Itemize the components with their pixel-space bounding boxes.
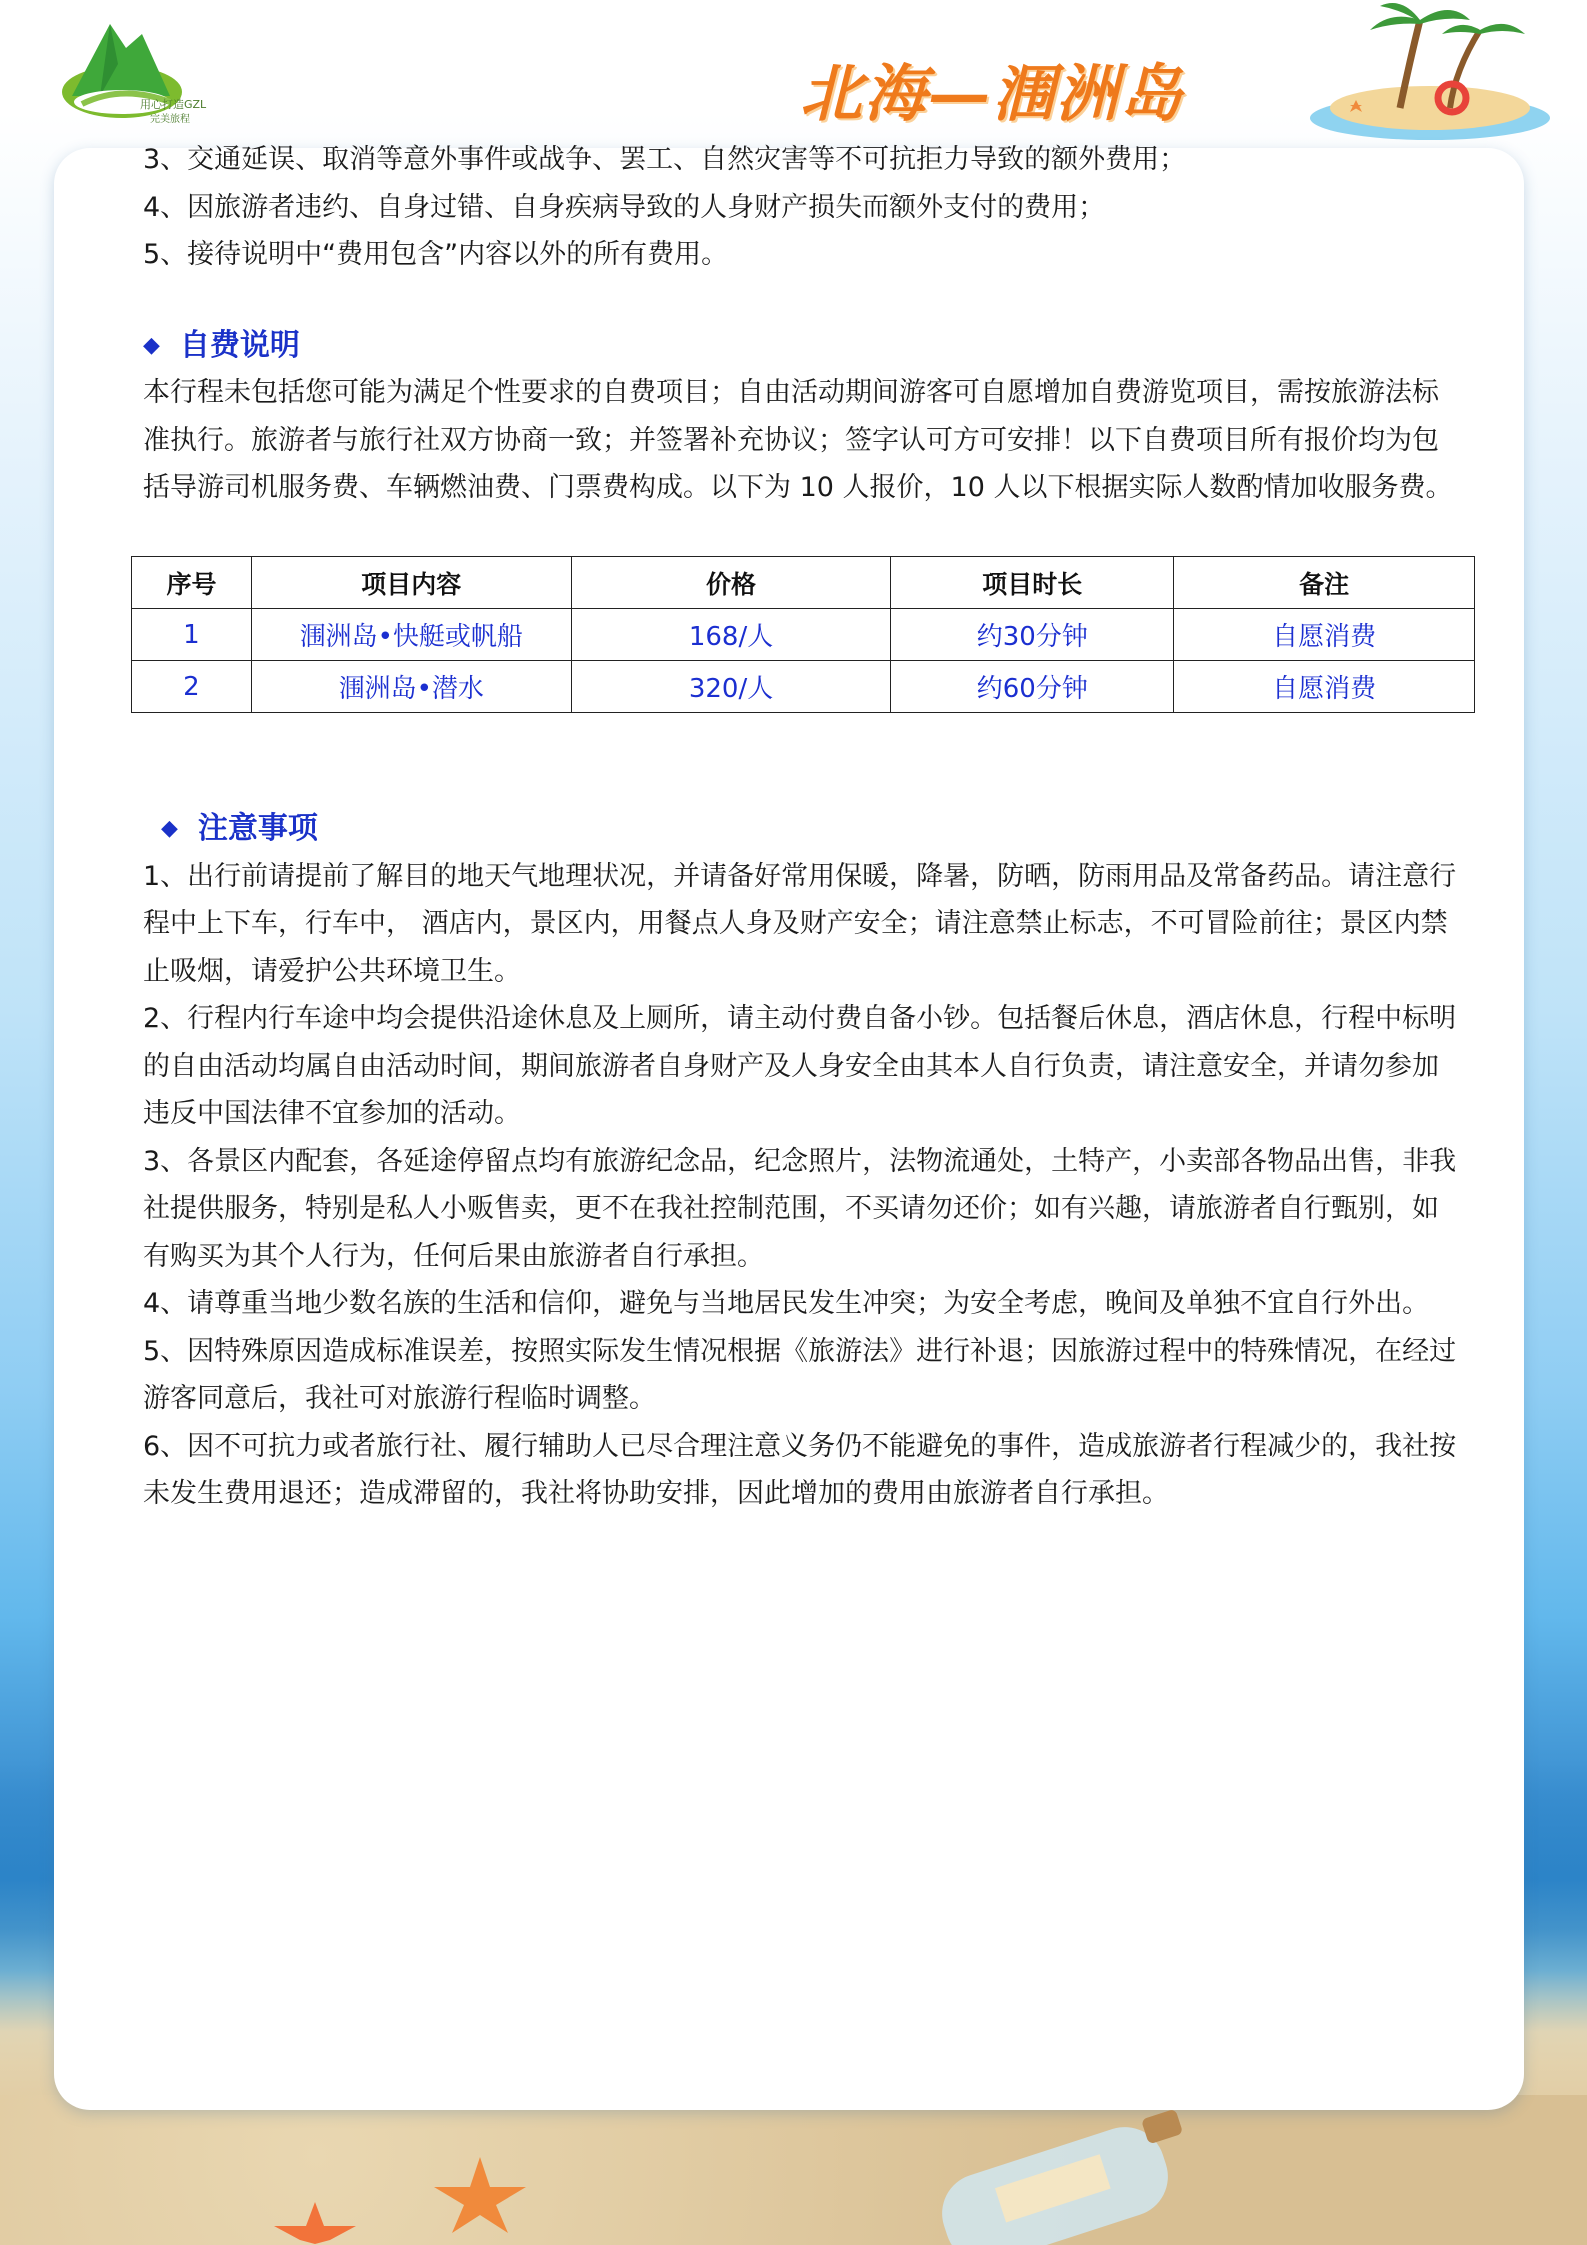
main-content	[143, 136, 1483, 512]
note-line: 社提供服务，特别是私人小贩售卖，更不在我社控制范围，不买请勿还价；如有兴趣，请旅游者自行甄别，如	[143, 1193, 1439, 1224]
notes-title: 注意事项	[197, 811, 318, 846]
notes-section	[143, 805, 1483, 1518]
diamond-bullet-icon: ◆	[143, 332, 160, 358]
self-pay-heading	[143, 322, 1483, 370]
logo-text-1: 用心打造GZL	[140, 98, 207, 111]
table-cell: 自愿消费	[1174, 609, 1475, 661]
table-cell: 约30分钟	[891, 609, 1174, 661]
note-line: 违反中国法律不宜参加的活动。	[143, 1098, 521, 1129]
diamond-bullet-icon: ◆	[161, 816, 178, 841]
self-pay-table	[131, 556, 1475, 713]
starfish-icon	[270, 2200, 360, 2245]
note-line: 止吸烟，请爱护公共环境卫生。	[143, 955, 521, 987]
bottle-icon	[920, 2110, 1210, 2245]
table-cell: 涠洲岛•快艇或帆船	[251, 609, 571, 661]
cost-exclusion-item-4: 4、因旅游者违约、自身过错、自身疾病导致的人身财产损失而额外支付的费用；	[143, 191, 1106, 223]
table-cell: 自愿消费	[1174, 661, 1475, 713]
table-header-cell: 备注	[1174, 557, 1475, 609]
note-line: 6、因不可抗力或者旅行社、履行辅助人已尽合理注意义务仍不能避免的事件，造成旅游者行程减少的，我社按	[143, 1430, 1457, 1462]
note-line: 1、出行前请提前了解目的地天气地理状况，并请备好常用保暖，降暑，防晒，防雨用品及常备药品。请注意行	[143, 860, 1457, 892]
note-line: 有购买为其个人行为，任何后果由旅游者自行承担。	[143, 1240, 764, 1272]
table-header-cell: 项目内容	[251, 557, 571, 609]
table-cell: 1	[132, 609, 252, 661]
note-line: 游客同意后，我社可对旅游行程临时调整。	[143, 1383, 656, 1414]
table-cell: 168/人	[571, 609, 891, 661]
table-cell: 涠洲岛•潜水	[251, 661, 571, 713]
note-line: 的自由活动均属自由活动时间，期间旅游者自身财产及人身安全由其本人自行负责，请注意安全，并请勿参加	[143, 1050, 1439, 1082]
cost-exclusion-item-3: 3、交通延误、取消等意外事件或战争、罢工、自然灾害等不可抗拒力导致的额外费用；	[143, 144, 1187, 175]
banner-title: 北海—涠洲岛	[800, 57, 1185, 130]
table-cell: 2	[132, 661, 252, 713]
self-pay-line-1: 本行程未包括您可能为满足个性要求的自费项目；自由活动期间游客可自愿增加自费游览项目，需按旅游法标	[143, 377, 1439, 408]
table-header-cell: 序号	[132, 557, 252, 609]
table-row	[132, 661, 1475, 713]
note-line: 程中上下车，行车中， 酒店内，景区内，用餐点人身及财产安全；请注意禁止标志，不可冒险前往；景区内禁	[143, 908, 1448, 939]
note-line: 3、各景区内配套，各延途停留点均有旅游纪念品，纪念照片，法物流通处，土特产，小卖部各物品出售，非我	[143, 1145, 1457, 1177]
sand-background	[0, 2095, 1587, 2245]
table-row	[132, 609, 1475, 661]
logo-text-2: 完美旅程	[150, 114, 190, 125]
self-pay-line-2: 准执行。旅游者与旅行社双方协商一致；并签署补充协议；签字认可方可安排！以下自费项目所有报价均为包	[143, 424, 1439, 456]
notes-heading	[161, 805, 1483, 853]
company-logo	[52, 4, 212, 130]
note-line: 未发生费用退还；造成滞留的，我社将协助安排，因此增加的费用由旅游者自行承担。	[143, 1478, 1169, 1509]
table-header-row	[132, 557, 1475, 609]
table-cell: 约60分钟	[891, 661, 1174, 713]
self-pay-title: 自费说明	[179, 327, 300, 363]
note-line: 5、因特殊原因造成标准误差，按照实际发生情况根据《旅游法》进行补退；因旅游过程中的特殊情况，在经过	[143, 1335, 1457, 1367]
cost-exclusion-item-5: 5、接待说明中“费用包含”内容以外的所有费用。	[143, 239, 729, 270]
self-pay-line-3: 括导游司机服务费、车辆燃油费、门票费构成。以下为 10 人报价，10 人以下根据实际人数酌情加收服务费。	[143, 472, 1453, 503]
starfish-icon	[430, 2155, 530, 2235]
table-cell: 320/人	[571, 661, 891, 713]
table-header-cell: 价格	[571, 557, 891, 609]
note-line: 4、请尊重当地少数名族的生活和信仰，避免与当地居民发生冲突；为安全考虑，晚间及单独不宜自行外出。	[143, 1288, 1430, 1319]
note-line: 2、行程内行车途中均会提供沿途休息及上厕所，请主动付费自备小钞。包括餐后休息，酒店休息，行程中标明	[143, 1003, 1457, 1034]
table-header-cell: 项目时长	[891, 557, 1174, 609]
